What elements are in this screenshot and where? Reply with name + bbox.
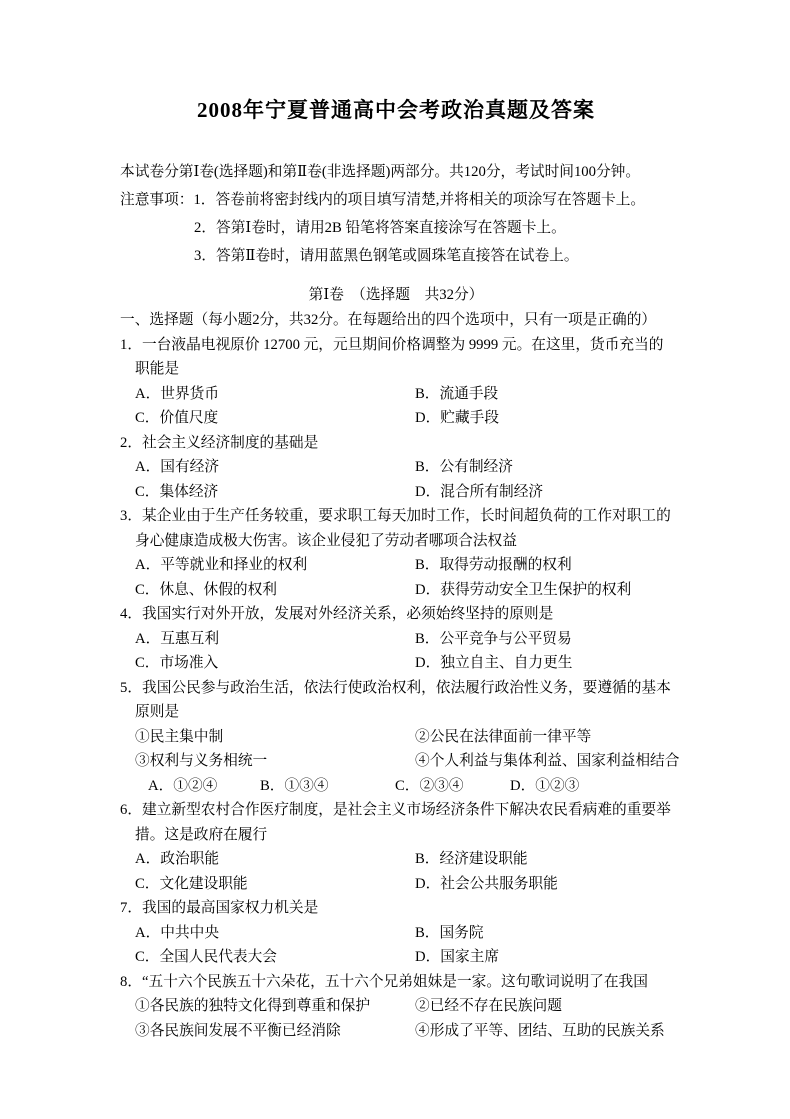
section-heading: 第Ⅰ卷 （选择题 共32分） xyxy=(308,287,484,303)
option-row xyxy=(120,651,672,676)
option: ③各民族间发展不平衡已经消除 xyxy=(135,1022,341,1039)
option: ②已经不存在民族问题 xyxy=(415,998,562,1014)
question-2 xyxy=(120,431,672,505)
option: D．独立自主、自力更生 xyxy=(415,655,573,671)
question-stem: 5．我国公民参与政治生活，依法行使政治权利，依法履行政治性义务，要遵循的基本原则是 xyxy=(120,679,671,720)
question-3 xyxy=(120,504,672,602)
question-7 xyxy=(120,896,672,970)
question-stem: 6．建立新型农村合作医疗制度，是社会主义市场经济条件下解决农民看病难的重要举措。这是政府在履行 xyxy=(120,802,671,843)
option-row xyxy=(120,872,672,897)
option: A．国有经济 xyxy=(135,459,220,475)
option: A．①②④ xyxy=(148,777,218,794)
option-row xyxy=(120,406,672,431)
question-stem: 4．我国实行对外开放，发展对外经济关系，必须始终坚持的原则是 xyxy=(120,606,554,622)
option: A．互惠互利 xyxy=(135,630,220,647)
option: D．获得劳动安全卫生保护的权利 xyxy=(415,581,632,598)
option: C．②③④ xyxy=(395,777,464,794)
option: ③权利与义务相统一 xyxy=(135,753,268,769)
question-stem: 1．一台液晶电视原价 12700 元，元旦期间价格调整为 9999 元。在这里，货币充当的职能是 xyxy=(120,336,664,377)
option: C．集体经济 xyxy=(135,483,219,500)
option: C．全国人民代表大会 xyxy=(135,949,277,965)
option: ④形成了平等、团结、互助的民族关系 xyxy=(415,1022,665,1039)
option-row xyxy=(120,774,672,799)
question-8 xyxy=(120,970,672,1044)
option-row xyxy=(120,578,672,603)
option-row xyxy=(120,921,672,946)
option: A．中共中央 xyxy=(135,924,220,941)
option-row xyxy=(120,627,672,652)
question-stem: 3．某企业由于生产任务较重，要求职工每天加时工作，长时间超负荷的工作对职工的身心健康造成极大伤害。该企业侵犯了劳动者哪项合法权益 xyxy=(120,508,671,549)
option: C．休息、休假的权利 xyxy=(135,581,277,598)
option: D．混合所有制经济 xyxy=(415,483,544,500)
question-4 xyxy=(120,602,672,676)
note-line-1: 注意事项：1．答卷前将密封线内的项目填写清楚,并将相关的项涂写在答题卡上。 xyxy=(120,192,646,208)
option: B．①③④ xyxy=(260,777,329,794)
option-row xyxy=(120,553,672,578)
option: B．公平竞争与公平贸易 xyxy=(415,630,572,647)
option: C．价值尺度 xyxy=(135,410,219,426)
option: A．世界货币 xyxy=(135,385,220,402)
option: D．社会公共服务职能 xyxy=(415,875,558,892)
question-6 xyxy=(120,798,672,896)
option-row xyxy=(120,480,672,505)
option: ④个人利益与集体利益、国家利益相结合 xyxy=(415,753,680,769)
option: D．贮藏手段 xyxy=(415,410,500,426)
exam-notes-section xyxy=(120,186,672,270)
question-stem: 8．“五十六个民族五十六朵花，五十六个兄弟姐妹是一家。这句歌词说明了在我国 xyxy=(120,973,648,990)
question-stem: 2．社会主义经济制度的基础是 xyxy=(120,434,319,451)
option-row xyxy=(120,382,672,407)
question-stem: 7．我国的最高国家权力机关是 xyxy=(120,900,319,916)
option-row xyxy=(120,945,672,970)
exam-intro-paragraph: 本试卷分第Ⅰ卷(选择题)和第Ⅱ卷(非选择题)两部分。共120分，考试时间100分钟。 xyxy=(120,164,641,180)
option: C．文化建设职能 xyxy=(135,875,248,892)
option: B．流通手段 xyxy=(415,385,499,402)
option: D．①②③ xyxy=(510,777,580,794)
option: A．平等就业和择业的权利 xyxy=(135,557,308,573)
option: ②公民在法律面前一律平等 xyxy=(415,728,592,745)
section-intro: 一、选择题（每小题2分，共32分。在每题给出的四个选项中，只有一项是正确的） xyxy=(120,312,657,328)
document-title: 2008年宁夏普通高中会考政治真题及答案 xyxy=(197,98,595,122)
option: B．经济建设职能 xyxy=(415,851,528,867)
option: A．政治职能 xyxy=(135,851,220,867)
option: ①民主集中制 xyxy=(135,728,224,745)
question-5 xyxy=(120,676,680,799)
option-row xyxy=(120,1019,672,1044)
option: ①各民族的独特文化得到尊重和保护 xyxy=(135,998,371,1014)
note-line-2: 2．答第Ⅰ卷时，请用2B 铅笔将答案直接涂写在答题卡上。 xyxy=(194,220,566,236)
option-row xyxy=(120,847,672,872)
option-row xyxy=(120,749,680,774)
option: B．国务院 xyxy=(415,924,484,941)
option: B．公有制经济 xyxy=(415,459,513,475)
option-row xyxy=(120,994,672,1019)
option-row xyxy=(120,725,672,750)
questions-list xyxy=(120,333,680,1044)
option: D．国家主席 xyxy=(415,949,500,965)
option: B．取得劳动报酬的权利 xyxy=(415,557,572,573)
option-row xyxy=(120,455,672,480)
option: C．市场准入 xyxy=(135,655,219,671)
question-1 xyxy=(120,333,672,431)
note-line-3: 3．答第Ⅱ卷时，请用蓝黑色钢笔或圆珠笔直接答在试卷上。 xyxy=(194,248,579,264)
